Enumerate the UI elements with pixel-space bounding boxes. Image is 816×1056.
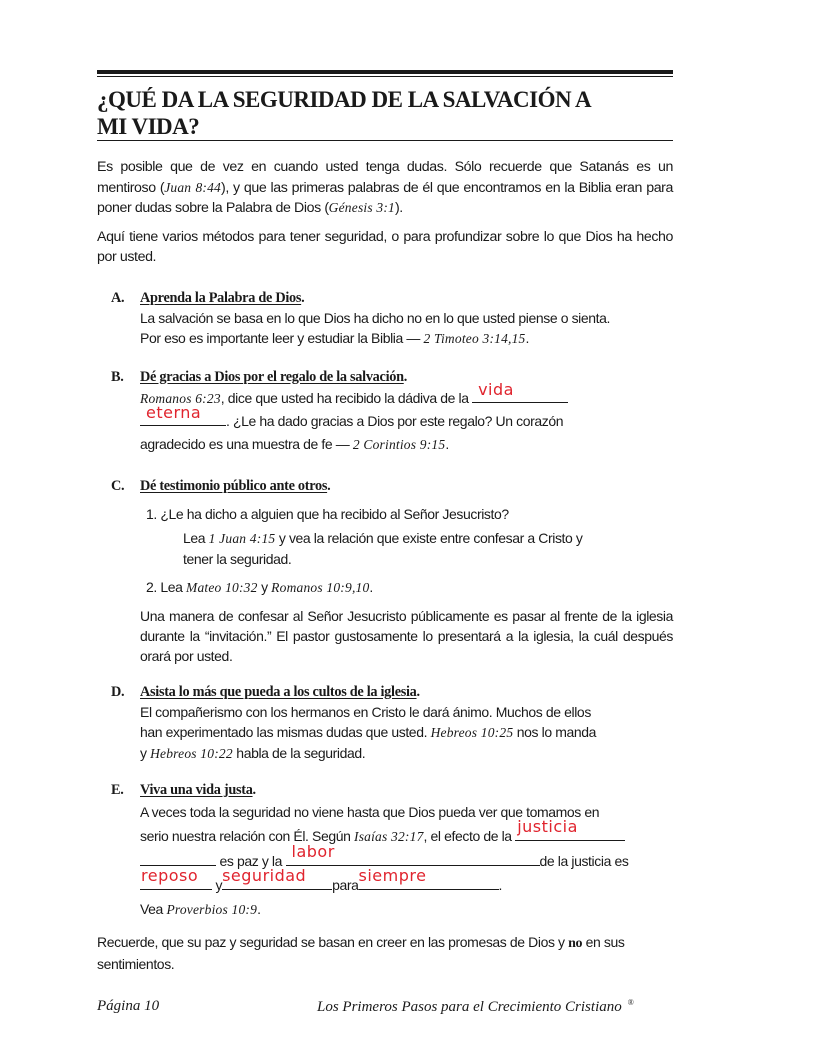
answer-text: siempre — [358, 865, 427, 885]
answer-blank[interactable] — [472, 379, 568, 403]
intro-paragraph-2: Aquí tiene varios métodos para tener seguridad, o para profundizar sobre lo que Dios ha hecho por usted. — [97, 228, 673, 265]
page-number: Página 10 — [97, 998, 160, 1014]
title-rule-top — [97, 70, 673, 74]
section-d-body: El compañerismo con los hermanos en Cristo le dará ánimo. Muchos de ellos han experimentado las mismas dudas que usted. Hebreos 10:25 nos lo manda y Hebreos 10:22 habla de la seguridad. — [140, 703, 597, 761]
scripture-ref: Isaías 32:17 — [354, 828, 424, 844]
answer-text: labor — [291, 841, 335, 861]
page — [97, 70, 673, 974]
answer-blank[interactable] — [140, 402, 226, 426]
scripture-ref: Romanos 6:23 — [140, 390, 221, 406]
scripture-ref: Mateo 10:32 — [186, 579, 258, 595]
answer-text: reposo — [141, 865, 199, 885]
section-b-heading: B. Dé gracias a Dios por el regalo de la salvación. — [111, 368, 408, 385]
section-e-heading: E. Viva una vida justa. — [111, 781, 256, 798]
answer-text: eterna — [146, 402, 202, 422]
section-d — [111, 682, 673, 764]
section-a-body: La salvación se basa en lo que Dios ha dicho no en lo que usted piense o sienta. Por eso es importante leer y estudiar la Biblia — 2 Timoteo 3:14,15. — [140, 309, 611, 346]
section-c-item-1: 1. ¿Le ha dicho a alguien que ha recibido al Señor Jesucristo? — [146, 505, 509, 522]
section-c-item-1-detail: Lea 1 Juan 4:15 y vea la relación que existe entre confesar a Cristo y tener la seguridad. — [183, 529, 583, 567]
title-rule-thin — [97, 76, 673, 77]
answer-blank[interactable] — [140, 865, 212, 890]
scripture-ref: 1 Juan 4:15 — [208, 530, 276, 546]
section-d-heading: D. Asista lo más que pueda a los cultos de la iglesia. — [111, 683, 420, 700]
scripture-ref: Juan 8:44 — [164, 179, 221, 195]
answer-blank[interactable] — [222, 865, 332, 890]
section-a-heading: A. Aprenda la Palabra de Dios. — [111, 289, 305, 306]
section-a — [111, 288, 673, 349]
section-b — [111, 367, 673, 456]
answer-blank[interactable] — [515, 816, 625, 841]
registered-mark: ® — [627, 998, 634, 1007]
scripture-ref: Génesis 3:1 — [328, 200, 395, 215]
section-e-body: A veces toda la seguridad no viene hasta que Dios pueda ver que tomamos en serio nuestra relación con Él. Según Isaías 32:17, el efecto de la justicia es paz y la labor de la justicia es reposo y seguridad para siempre . Vea Proverbios 10:9. — [140, 803, 629, 917]
section-b-body: Romanos 6:23, dice que usted ha recibido la dádiva de la vida eterna . ¿Le ha dado gracias a Dios por este regalo? Un corazón agradecido es una muestra de fe — 2 Corintios 9:15. — [140, 387, 673, 456]
title-line-1: ¿QUÉ DA LA SEGURIDAD DE LA SALVACIÓN A — [97, 87, 592, 112]
section-c — [111, 476, 673, 496]
closing-paragraph: Recuerde, que su paz y seguridad se basan en creer en las promesas de Dios y no en sus sentimientos. — [97, 933, 625, 972]
section-e — [111, 780, 673, 922]
page-footer — [97, 998, 673, 1015]
section-c-item-2: 2. Lea Mateo 10:32 y Romanos 10:9,10. — [146, 578, 373, 595]
scripture-ref: Hebreos 10:25 — [430, 724, 514, 740]
intro-paragraph-1: Es posible que de vez en cuando usted tenga dudas. Sólo recuerde que Satanás es un mentiroso (Juan 8:44), y que las primeras palabras de él que encontramos en la Biblia eran para poner dudas sobre la Palabra de Dios (Génesis 3:1). — [97, 159, 674, 216]
book-title: Los Primeros Pasos para el Crecimiento Cristiano ® — [317, 998, 634, 1015]
scripture-ref: Hebreos 10:22 — [150, 745, 233, 761]
section-c-paragraph: Una manera de confesar al Señor Jesucristo públicamente es pasar al frente de la iglesia durante la “invitación.” El pastor gustosamente lo presentará a la iglesia, la cuál después orará por usted. — [140, 607, 673, 664]
scripture-ref: Romanos 10:9,10 — [271, 579, 370, 595]
answer-text: seguridad — [222, 865, 307, 885]
scripture-ref: 2 Corintios 9:15 — [352, 436, 446, 452]
answer-text: justicia — [517, 816, 578, 836]
page-title — [97, 86, 673, 141]
scripture-ref: 2 Timoteo 3:14,15 — [423, 330, 526, 346]
section-c-heading: C. Dé testimonio público ante otros. — [111, 477, 331, 494]
scripture-ref: Proverbios 10:9 — [166, 901, 258, 917]
answer-blank[interactable] — [358, 865, 499, 890]
answer-text: vida — [478, 379, 514, 399]
title-line-2: MI VIDA? — [97, 113, 673, 141]
